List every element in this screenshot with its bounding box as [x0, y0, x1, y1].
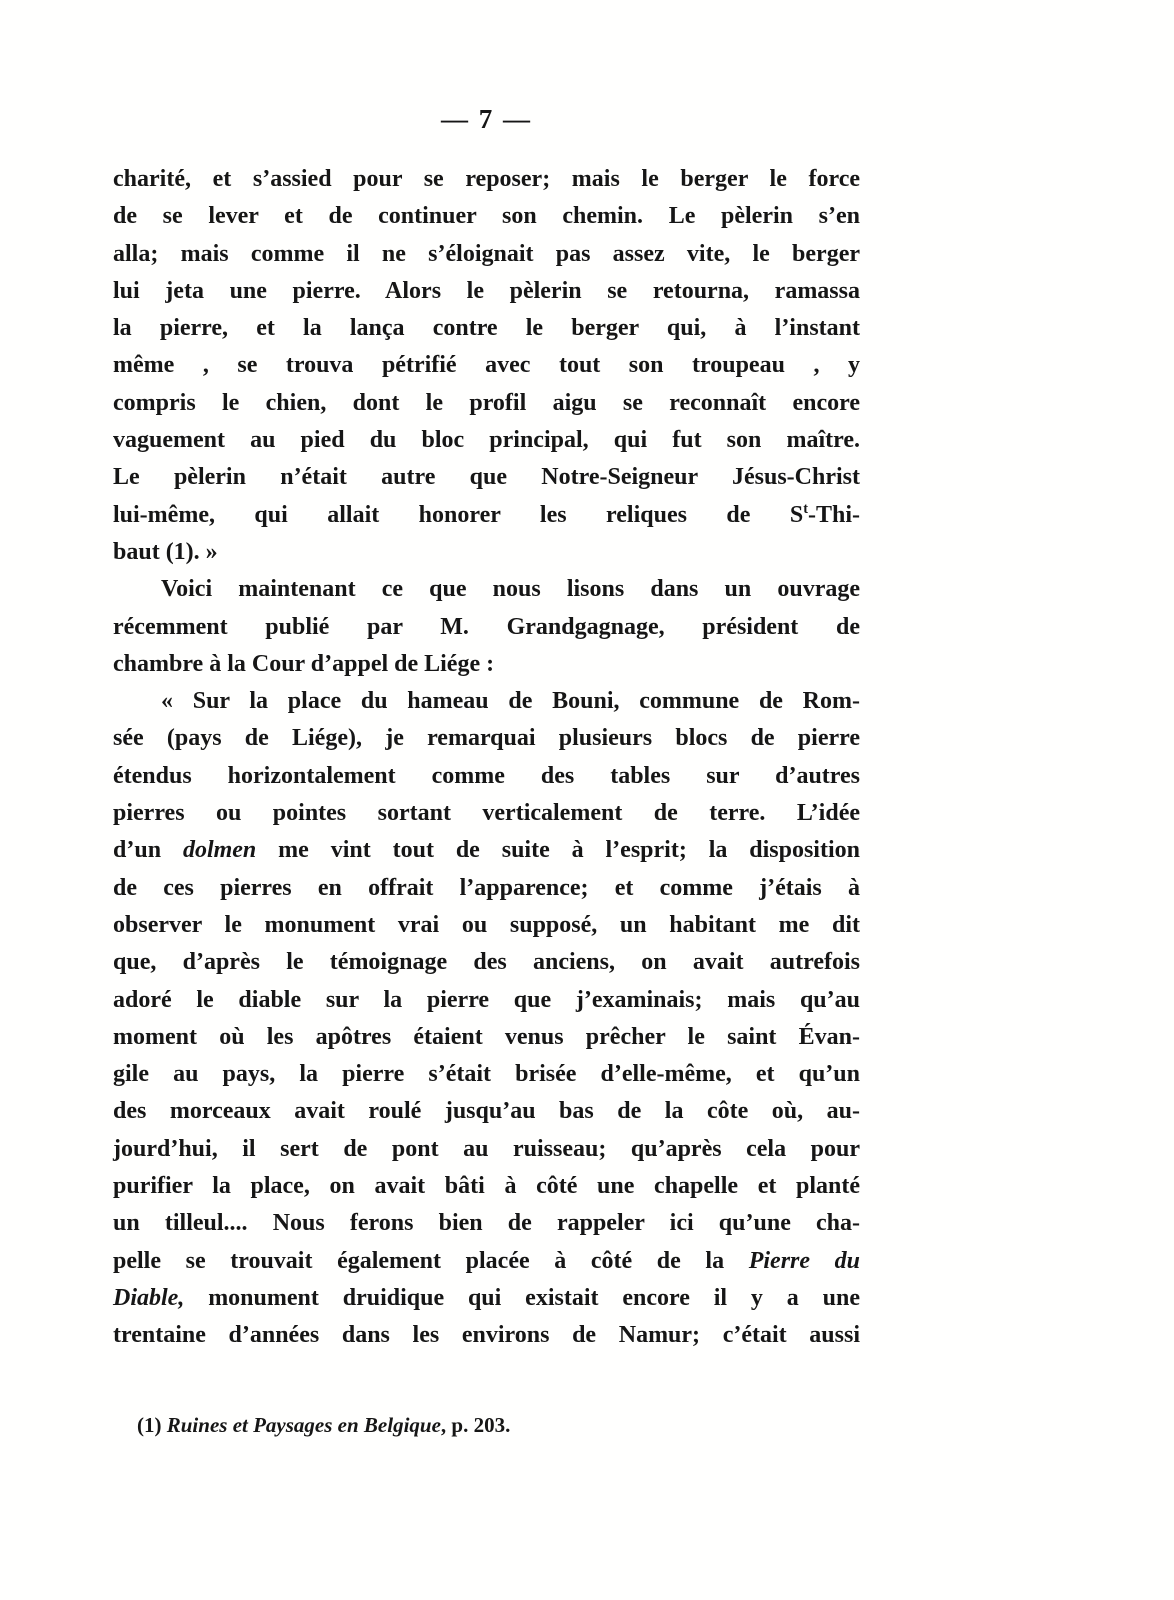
text-segment: pelle se trouvait également placée à côté de la: [113, 1247, 749, 1274]
text-line: [113, 385, 860, 422]
text-line: [113, 198, 860, 235]
text-line: [113, 534, 860, 571]
text-line: [113, 870, 860, 907]
text-line: [113, 459, 860, 496]
text-segment: d’un: [113, 837, 183, 864]
text-segment: monument druidique qui existait encore il y a une: [184, 1284, 860, 1311]
text-segment: Voici maintenant ce que nous lisons dans un ouvrage: [161, 576, 860, 603]
text-line: [113, 1243, 860, 1280]
text-line: [113, 571, 860, 608]
text-segment: trentaine d’années dans les environs de Namur; c’était aussi: [113, 1322, 860, 1349]
text-line: [113, 1019, 860, 1056]
text-segment: (1): [137, 1413, 167, 1437]
text-segment: -Thi-: [807, 501, 860, 528]
text-line: [113, 1280, 860, 1317]
text-segment: gile au pays, la pierre s’était brisée d’elle-même, et qu’un: [113, 1061, 860, 1088]
text-segment: de se lever et de continuer son chemin. Le pèlerin s’en: [113, 203, 860, 230]
italic-text: Diable,: [113, 1284, 185, 1311]
text-line: [113, 161, 860, 198]
text-segment: la pierre, et la lança contre le berger qui, à l’instant: [113, 315, 860, 342]
text-segment: même , se trouva pétrifié avec tout son troupeau , y: [113, 352, 860, 379]
text-segment: étendus horizontalement comme des tables sur d’autres: [113, 762, 860, 789]
italic-text: Ruines et Paysages en Belgique: [166, 1413, 441, 1437]
text-segment: purifier la place, on avait bâti à côté une chapelle et planté: [113, 1173, 860, 1200]
text-line: [113, 683, 860, 720]
text-segment: charité, et s’assied pour se reposer; mais le berger le force: [113, 166, 860, 192]
text-line: [113, 944, 860, 981]
text-segment: adoré le diable sur la pierre que j’examinais; mais qu’au: [113, 986, 860, 1013]
text-line: [113, 1168, 860, 1205]
text-segment: alla; mais comme il ne s’éloignait pas assez vite, le berger: [113, 240, 860, 267]
text-segment: , p. 203.: [440, 1413, 511, 1437]
text-segment: lui jeta une pierre. Alors le pèlerin se retourna, ramassa: [113, 277, 860, 304]
text-segment: me vint tout de suite à l’esprit; la disposition: [256, 837, 860, 864]
text-segment: « Sur la place du hameau de Bouni, commune de Rom-: [161, 688, 860, 715]
text-segment: compris le chien, dont le profil aigu se reconnaît encore: [113, 389, 860, 416]
text-line: [113, 1317, 860, 1354]
text-line: [113, 646, 860, 683]
text-line: [113, 758, 860, 795]
text-segment: que, d’après le témoignage des anciens, on avait autrefois: [113, 949, 860, 976]
text-line: [113, 1131, 860, 1168]
text-segment: récemment publié par M. Grandgagnage, président de: [113, 613, 860, 640]
text-line: [113, 497, 860, 534]
text-line: [113, 720, 860, 757]
text-line: [113, 310, 860, 347]
italic-text: Pierre du: [748, 1247, 861, 1274]
text-segment: vaguement au pied du bloc principal, qui fut son maître.: [113, 427, 860, 454]
text-segment: jourd’hui, il sert de pont au ruisseau; qu’après cela pour: [113, 1135, 860, 1162]
text-line: [113, 832, 860, 869]
text-line: [113, 273, 860, 310]
text-segment: lui-même, qui allait honorer les reliques de S: [113, 501, 804, 528]
superscript-text: t: [803, 500, 808, 517]
text-segment: des morceaux avait roulé jusqu’au bas de la côte où, au-: [113, 1098, 860, 1125]
text-segment: baut (1). »: [113, 538, 218, 565]
text-segment: pierres ou pointes sortant verticalement de terre. L’idée: [113, 800, 860, 827]
footnote: [137, 1412, 860, 1439]
text-line: [113, 347, 860, 384]
text-segment: un tilleul.... Nous ferons bien de rappeler ici qu’une cha-: [113, 1210, 860, 1237]
text-line: [113, 422, 860, 459]
italic-text: dolmen: [182, 837, 257, 864]
text-segment: chambre à la Cour d’appel de Liége :: [113, 650, 495, 677]
text-segment: Le pèlerin n’était autre que Notre-Seigneur Jésus-Christ: [113, 464, 860, 491]
text-block: [113, 161, 860, 1355]
text-line: [113, 795, 860, 832]
text-segment: sée (pays de Liége), je remarquai plusieurs blocs de pierre: [113, 725, 860, 752]
text-segment: observer le monument vrai ou supposé, un habitant me dit: [113, 911, 860, 938]
text-line: [113, 1093, 860, 1130]
text-line: [113, 982, 860, 1019]
text-line: [113, 1056, 860, 1093]
page-number: — 7 —: [441, 104, 532, 134]
text-line: [113, 1205, 860, 1242]
text-segment: de ces pierres en offrait l’apparence; et comme j’étais à: [113, 874, 860, 901]
text-line: [113, 236, 860, 273]
text-line: [113, 907, 860, 944]
text-segment: moment où les apôtres étaient venus prêcher le saint Évan-: [113, 1023, 860, 1050]
text-line: [113, 609, 860, 646]
